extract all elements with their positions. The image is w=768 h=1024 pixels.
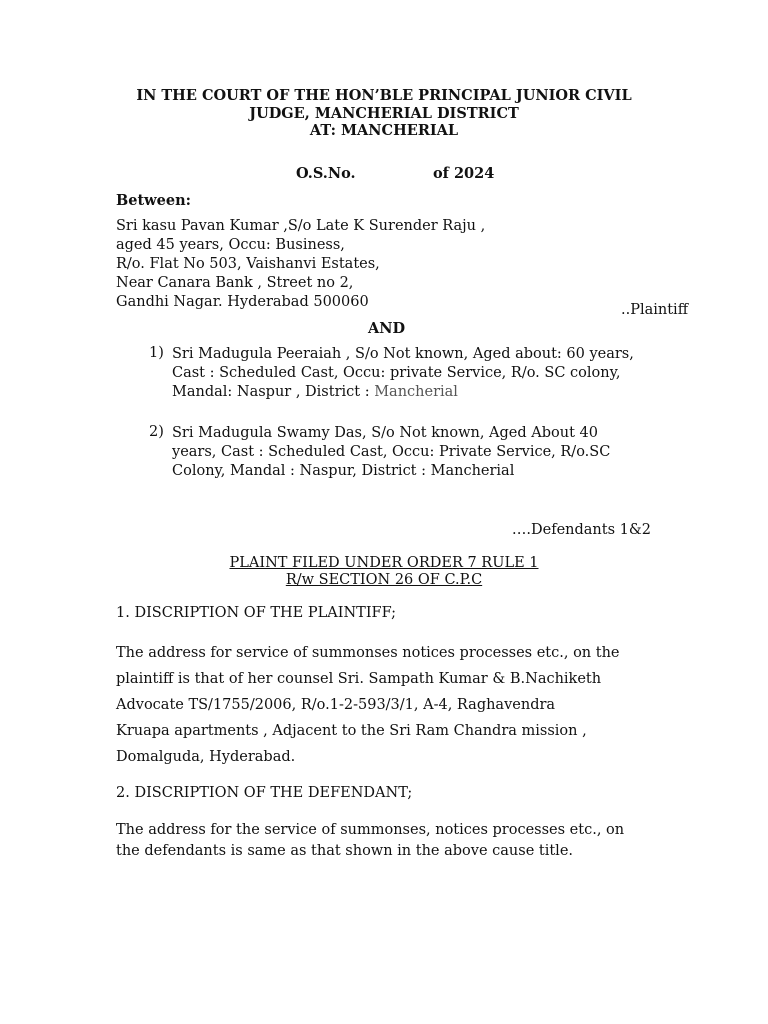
plaintiff-address xyxy=(116,217,485,312)
plaintiff-line: R/o. Flat No 503, Vaishanvi Estates, xyxy=(116,256,380,272)
plaintiff-line: Gandhi Nagar. Hyderabad 500060 xyxy=(116,294,369,310)
section1-line: Advocate TS/1755/2006, R/o.1-2-593/3/1, A-4, Raghavendra xyxy=(116,697,556,713)
defendant-line: years, Cast : Scheduled Cast, Occu: Private Service, R/o.SC xyxy=(172,444,611,460)
defendant-1-details xyxy=(172,345,634,402)
section1-title: 1. DISCRIPTION OF THE PLAINTIFF; xyxy=(116,605,397,621)
defendant-line xyxy=(172,383,634,402)
plaintiff-label: ..Plaintiff xyxy=(621,302,688,318)
defendant-line: Sri Madugula Peeraiah , S/o Not known, Aged about: 60 years, xyxy=(172,346,634,362)
section2-line: The address for the service of summonses, notices processes etc., on xyxy=(116,822,625,838)
defendant-2-details xyxy=(172,424,610,481)
case-number-label: O.S.No. xyxy=(296,165,356,182)
court-heading-line1: IN THE COURT OF THE HON’BLE PRINCIPAL JUNIOR CIVIL xyxy=(136,87,632,104)
section1-line: The address for service of summonses notices processes etc., on the xyxy=(116,645,620,661)
court-heading-line3: AT: MANCHERIAL xyxy=(309,122,459,139)
defendant-2-number: 2) xyxy=(149,424,164,440)
defendant-line: Colony, Mandal : Naspur, District : Mancherial xyxy=(172,463,515,479)
section2-title: 2. DISCRIPTION OF THE DEFENDANT; xyxy=(116,785,413,801)
section1-line: plaintiff is that of her counsel Sri. Sampath Kumar & B.Nachiketh xyxy=(116,671,602,687)
defendants-label: ….Defendants 1&2 xyxy=(511,522,651,538)
section2-body xyxy=(116,820,652,862)
section1-line: Domalguda, Hyderabad. xyxy=(116,749,296,765)
section2-line: the defendants is same as that shown in the above cause title. xyxy=(116,843,574,859)
defendant-line-text: Mandal: Naspur , District : xyxy=(172,384,375,400)
and-label: AND xyxy=(368,320,406,337)
section1-line: Kruapa apartments , Adjacent to the Sri Ram Chandra mission , xyxy=(116,723,587,739)
plaintiff-line: Sri kasu Pavan Kumar ,S/o Late K Surender Raju , xyxy=(116,218,486,234)
court-heading-line2: JUDGE, MANCHERIAL DISTRICT xyxy=(249,105,519,122)
defendant-line: Sri Madugula Swamy Das, S/o Not known, Aged About 40 xyxy=(172,425,598,441)
plaintiff-line: aged 45 years, Occu: Business, xyxy=(116,237,345,253)
case-year: of 2024 xyxy=(433,165,495,182)
between-label: Between: xyxy=(116,192,192,209)
defendant-district: Mancherial xyxy=(374,384,458,400)
plaint-title-line1: PLAINT FILED UNDER ORDER 7 RULE 1 xyxy=(229,555,539,571)
plaint-title-line2: R/w SECTION 26 OF C.P.C xyxy=(285,572,483,588)
defendant-line: Cast : Scheduled Cast, Occu: private Service, R/o. SC colony, xyxy=(172,365,621,381)
section1-body xyxy=(116,640,652,770)
defendant-1-number: 1) xyxy=(149,345,164,361)
plaintiff-line: Near Canara Bank , Street no 2, xyxy=(116,275,354,291)
